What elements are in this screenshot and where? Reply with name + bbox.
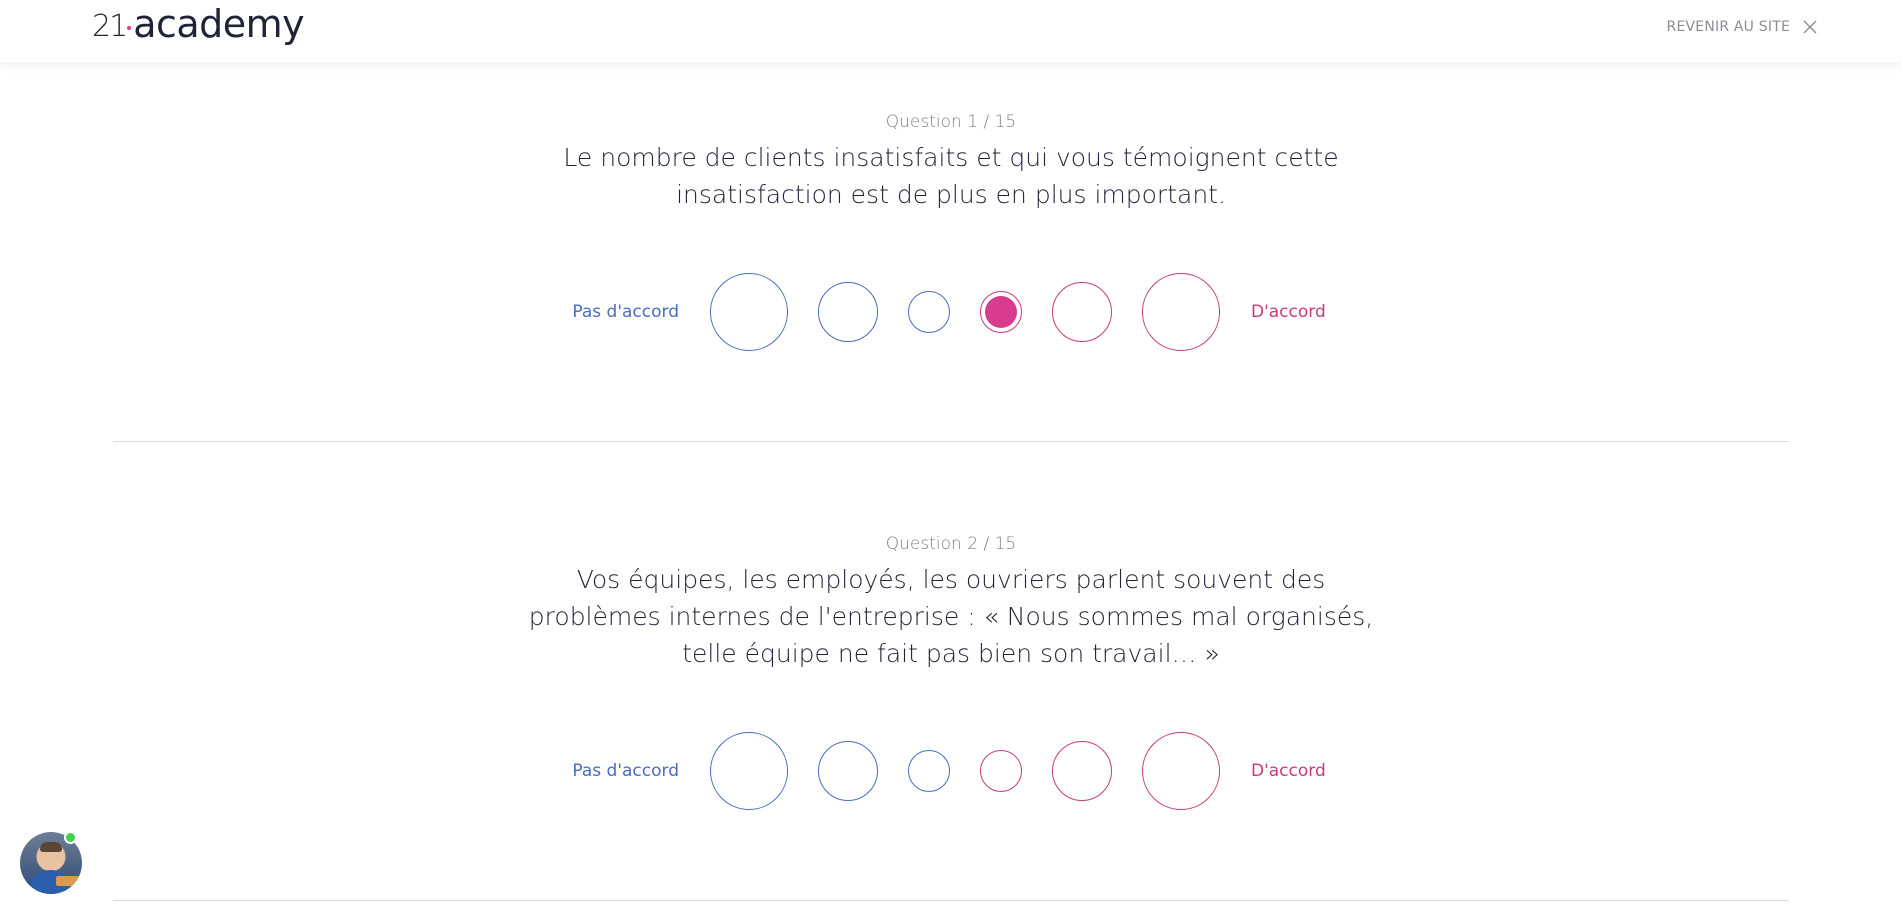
scale-option-slightly-disagree[interactable]: [908, 750, 950, 792]
back-to-site-label: REVENIR AU SITE: [1666, 19, 1790, 35]
scale-option-slightly-disagree[interactable]: [908, 291, 950, 333]
scale-option-strongly-disagree[interactable]: [710, 732, 788, 810]
question-text-line: Le nombre de clients insatisfaits et qui vous témoignent cette: [563, 143, 1339, 172]
question-counter: Question 1 / 15: [885, 112, 1017, 132]
scale-option-disagree[interactable]: [818, 282, 878, 342]
question-counter: Question 2 / 15: [885, 534, 1017, 554]
scale-option-strongly-disagree[interactable]: [710, 273, 788, 351]
question-text-line: Vos équipes, les employés, les ouvriers parlent souvent des: [576, 565, 1326, 594]
scale-option-slightly-agree[interactable]: [980, 291, 1022, 333]
scale-option-strongly-agree[interactable]: [1142, 273, 1220, 351]
back-to-site-link[interactable]: [1667, 19, 1818, 35]
scale-option-strongly-agree[interactable]: [1142, 732, 1220, 810]
scale-option-agree[interactable]: [1052, 282, 1112, 342]
question-text-line: problèmes internes de l'entreprise : « Nous sommes mal organisés,: [528, 602, 1374, 631]
avatar-desk: [56, 876, 80, 886]
question-text-line: insatisfaction est de plus en plus important.: [676, 180, 1226, 209]
answer-scale-2: [0, 731, 1902, 811]
scale-label-agree: D'accord: [1251, 302, 1326, 322]
question-2: [0, 534, 1902, 672]
scale-label-agree: D'accord: [1251, 761, 1326, 781]
selected-indicator: [985, 296, 1017, 328]
question-divider: [113, 441, 1789, 442]
logo-dot: [127, 26, 131, 30]
scale-label-disagree: Pas d'accord: [572, 761, 679, 781]
logo-word: academy: [133, 2, 305, 46]
top-header: [0, 0, 1902, 62]
question-text-line: telle équipe ne fait pas bien son travail… »: [682, 639, 1220, 668]
online-status-dot: [64, 831, 77, 844]
avatar-hair: [40, 842, 62, 852]
scale-option-agree[interactable]: [1052, 741, 1112, 801]
question-text: [0, 139, 1902, 213]
question-1: [0, 112, 1902, 213]
logo[interactable]: [92, 2, 304, 52]
scale-label-disagree: Pas d'accord: [572, 302, 679, 322]
question-text: [0, 561, 1902, 672]
close-icon[interactable]: [1802, 19, 1818, 35]
logo-number: 21: [92, 9, 127, 44]
scale-option-disagree[interactable]: [818, 741, 878, 801]
answer-scale-1: [0, 272, 1902, 352]
question-divider: [113, 900, 1789, 901]
scale-option-slightly-agree[interactable]: [980, 750, 1022, 792]
